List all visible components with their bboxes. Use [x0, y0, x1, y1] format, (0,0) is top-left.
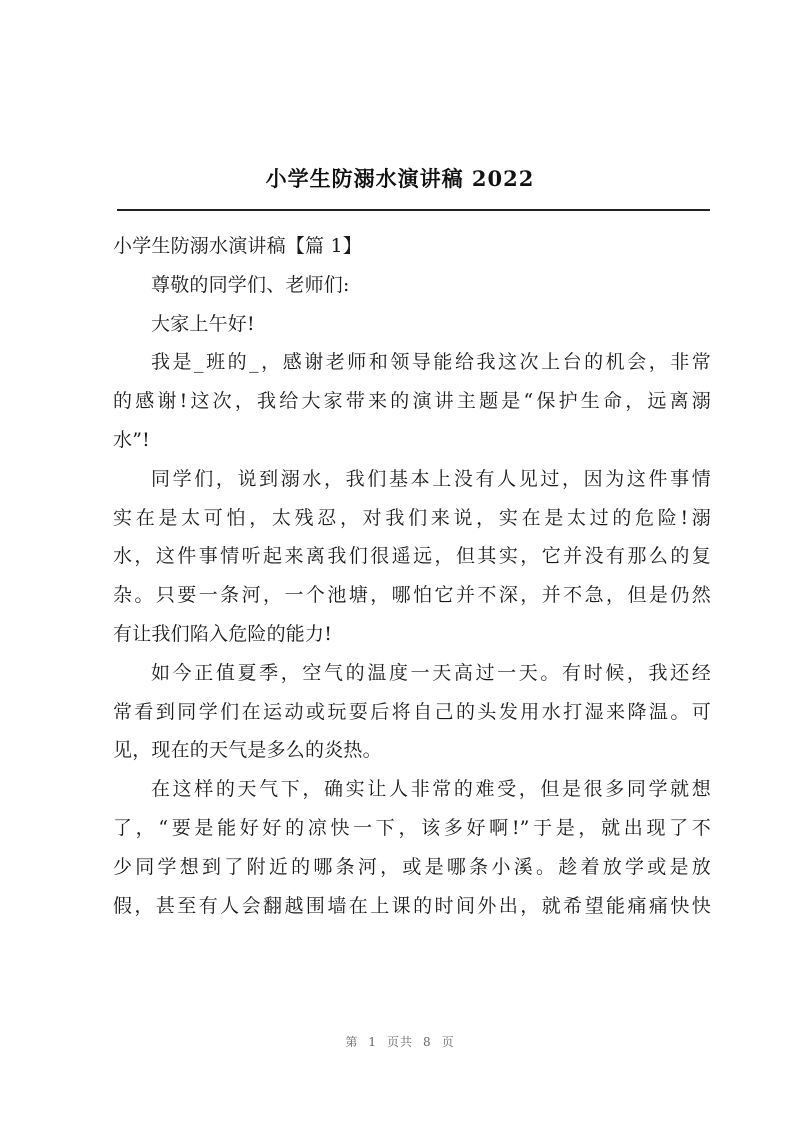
footer-suffix: 页	[441, 1035, 455, 1049]
paragraph-line: 大家上午好!	[151, 312, 255, 335]
paragraph-line: 如今正值夏季，空气的温度一天高过一天。有时候，我还经	[151, 661, 711, 684]
document-body	[113, 227, 711, 925]
paragraph-line: 有让我们陷入危险的能力!	[113, 622, 333, 645]
page-footer	[0, 1033, 800, 1050]
paragraph-line: 在这样的天气下，确实让人非常的难受，但是很多同学就想	[151, 778, 711, 801]
footer-total-pages: 8	[423, 1035, 432, 1049]
document-title: 小学生防溺水演讲稿 2022	[265, 166, 535, 191]
footer-page-number: 1	[368, 1035, 377, 1049]
paragraph-line: 少同学想到了附近的哪条河，或是哪条小溪。趁着放学或是放	[113, 855, 711, 878]
paragraph-line: 的感谢!这次，我给大家带来的演讲主题是“保护生命，远离溺	[113, 390, 711, 413]
paragraph-line: 假，甚至有人会翻越围墙在上课的时间外出，就希望能痛痛快快	[113, 894, 711, 917]
paragraph-line: 见，现在的天气是多么的炎热。	[113, 739, 382, 762]
footer-middle: 页共	[386, 1035, 413, 1049]
paragraph-line: 常看到同学们在运动或玩耍后将自己的头发用水打湿来降温。可	[113, 700, 711, 723]
footer-prefix: 第	[345, 1035, 359, 1049]
paragraph-line: 尊敬的同学们、老师们:	[151, 273, 350, 296]
paragraph-line: 水”!	[113, 428, 150, 451]
paragraph-line: 了，“要是能好好的凉快一下，该多好啊!”于是，就出现了不	[113, 816, 711, 839]
paragraph-line: 实在是太可怕，太残忍，对我们来说，实在是太过的危险!溺	[113, 506, 711, 529]
section-heading: 小学生防溺水演讲稿【篇 1】	[113, 235, 362, 257]
paragraph-line: 同学们，说到溺水，我们基本上没有人见过，因为这件事情	[151, 467, 711, 490]
paragraph-line: 水，这件事情听起来离我们很遥远，但其实，它并没有那么的复	[113, 545, 711, 568]
title-divider	[117, 209, 710, 211]
paragraph-line: 我是_班的_，感谢老师和领导能给我这次上台的机会，非常	[151, 351, 711, 374]
paragraph-line: 杂。只要一条河，一个池塘，哪怕它并不深，并不急，但是仍然	[113, 584, 711, 607]
